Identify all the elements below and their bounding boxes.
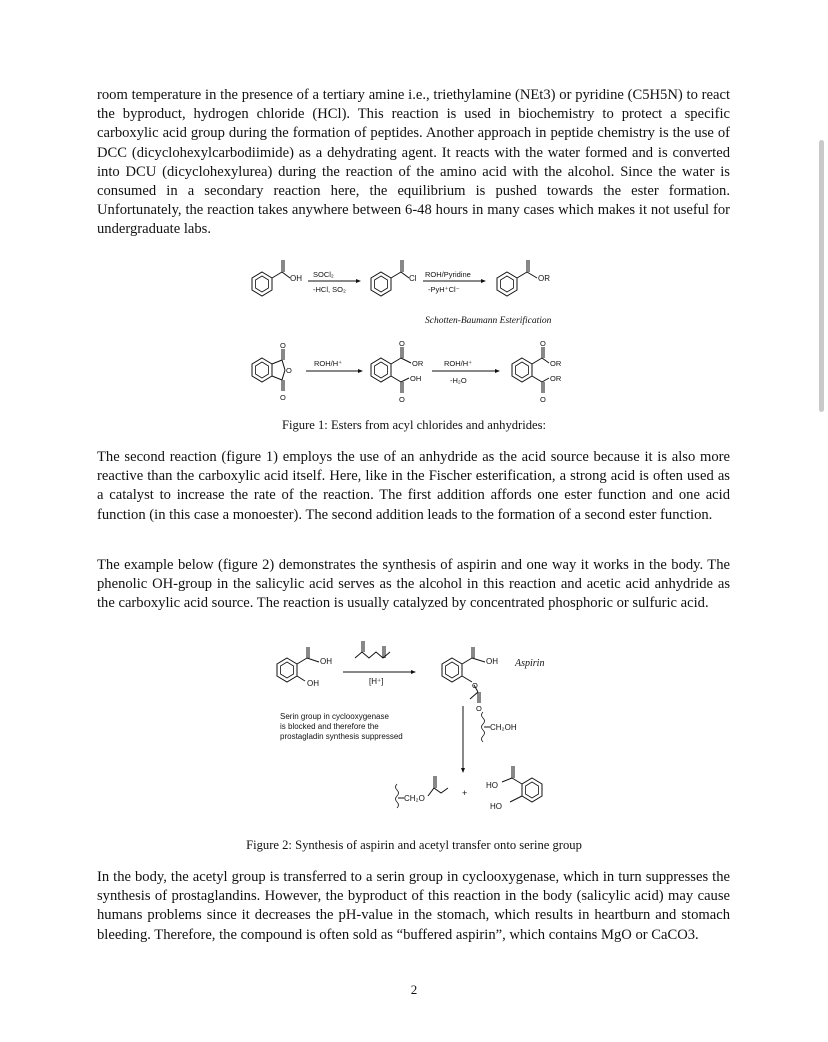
byproduct-water: -H₂O <box>450 376 467 385</box>
benzoic-acid-structure <box>252 260 290 296</box>
figure-2-caption: Figure 2: Synthesis of aspirin and acetyl transfer onto serine group <box>246 838 582 852</box>
acetyl-serine-wavy-bond <box>396 784 399 808</box>
acetyl-serine-ch2o-label: CH₂O <box>404 794 425 803</box>
salicylic-phenol-oh: OH <box>307 679 319 688</box>
vertical-scrollbar[interactable] <box>819 140 824 412</box>
acyl-chloride-structure <box>371 260 409 296</box>
aspirin-name-label: Aspirin <box>515 658 545 669</box>
figure-1-caption: Figure 1: Esters from acyl chlorides and anhydrides: <box>281 418 547 432</box>
page-number: 2 <box>410 982 418 997</box>
acetyl-group-structure <box>428 776 448 796</box>
ester-structure <box>497 260 537 296</box>
diester-structure <box>512 347 549 393</box>
monoester-or-label: OR <box>412 359 424 368</box>
monoester-oh-label: OH <box>410 374 422 383</box>
reagent-roh-h-1: ROH/H⁺ <box>314 359 343 368</box>
monoester-o-bottom: O <box>399 395 405 404</box>
salicylic-acid-product-structure <box>502 766 542 802</box>
anhydride-ring-o: O <box>286 366 292 375</box>
monoester-structure <box>371 347 411 393</box>
product-phenol-ho: HO <box>490 802 502 811</box>
figure-2-aspirin-scheme <box>0 628 828 828</box>
monoester-o-top: O <box>399 339 405 348</box>
paragraph-aspirin-intro: The example below (figure 2) demonstrates the synthesis of aspirin and one way it works in the body. The phenolic OH-group in the salicylic acid serves as the alcohol in this reaction and acetic acid anhydride as the carboxylic acid source. The reaction is usually catalyzed by concentrated phosphoric or sulfuric acid. <box>97 557 730 612</box>
anhydride-o-top: O <box>280 341 286 350</box>
salicylic-acid-structure <box>277 647 319 682</box>
aspirin-carbonyl-o: O <box>476 704 482 713</box>
figure-1-reaction-scheme <box>0 250 828 420</box>
aspirin-oh-label: OH <box>486 657 498 666</box>
serin-note-line-1: Serin group in cyclooxygenase <box>280 712 389 721</box>
byproduct-pyh-cl: -PyH⁺Cl⁻ <box>428 285 460 294</box>
byproduct-hcl-so2: -HCl, SO₂ <box>313 285 346 294</box>
reagent-socl2: SOCl₂ <box>313 270 334 279</box>
acyl-chloride-cl-label: Cl <box>409 274 417 283</box>
product-carboxyl-ho: HO <box>486 781 498 790</box>
acetic-anhydride-structure <box>355 641 390 658</box>
paragraph-anhydride-reaction: The second reaction (figure 1) employs the use of an anhydride as the acid source because it is also more reactive than the carboxylic acid itself. Here, like in the Fischer esterification, a strong acid is often used as a catalyst to increase the rate of the reaction. The first addition affords one ester function and one acid function (in this case a monoester). The second addition leads to the formation of a second ester function. <box>97 449 730 523</box>
diester-or-label-1: OR <box>550 359 562 368</box>
diester-o-top: O <box>540 339 546 348</box>
diester-o-bottom: O <box>540 395 546 404</box>
benzoic-acid-oh-label: OH <box>290 274 302 283</box>
serin-note-line-3: prostagladin synthesis suppressed <box>280 732 403 741</box>
reagent-roh-h-2: ROH/H⁺ <box>444 359 473 368</box>
schotten-baumann-label: Schotten-Baumann Esterification <box>425 316 552 326</box>
reagent-roh-pyridine: ROH/Pyridine <box>425 270 471 279</box>
paragraph-esterification-methods: room temperature in the presence of a tertiary amine i.e., triethylamine (NEt3) or pyridine (C5H5N) to react the byproduct, hydrogen chloride (HCl). This reaction is used in biochemistry to protect a specific carboxylic acid group during the formation of peptides. Another approach in peptide chemistry is the use of DCC (dicyclohexylcarbodiimide) as a dehydrating agent. It reacts with the water formed and is converted into DCU (dicyclohexylurea) during the reaction of the amino acid with the alcohol. Since the water is consumed in a secondary reaction here, the equilibrium is pushed towards the ester formation. Unfortunately, the reaction takes anywhere between 6-48 hours in many cases which makes it not useful for undergraduate labs. <box>97 87 730 238</box>
serin-note-line-2: is blocked and therefore the <box>280 722 379 731</box>
serine-ch2oh-label: CH₂OH <box>490 723 517 732</box>
anhydride-o-bottom: O <box>280 393 286 402</box>
plus-sign: + <box>462 788 468 798</box>
aspirin-structure <box>442 647 485 703</box>
aspirin-ester-o: O <box>472 681 478 690</box>
diester-or-label-2: OR <box>550 374 562 383</box>
paragraph-acetyl-transfer: In the body, the acetyl group is transferred to a serin group in cyclooxygenase, which in turn suppresses the synthesis of prostaglandins. However, the byproduct of this reaction in the body (salicylic acid) may cause humans problems since it decreases the pH-value in the stomach, which results in heartburn and stomach bleeding. Therefore, the compound is often sold as “buffered aspirin”, which contains MgO or CaCO3. <box>97 869 730 943</box>
ester-or-label: OR <box>538 274 550 283</box>
phthalic-anhydride-structure <box>252 349 285 391</box>
acid-catalyst-label: [H⁺] <box>369 677 384 686</box>
salicylic-cooh-oh: OH <box>320 657 332 666</box>
